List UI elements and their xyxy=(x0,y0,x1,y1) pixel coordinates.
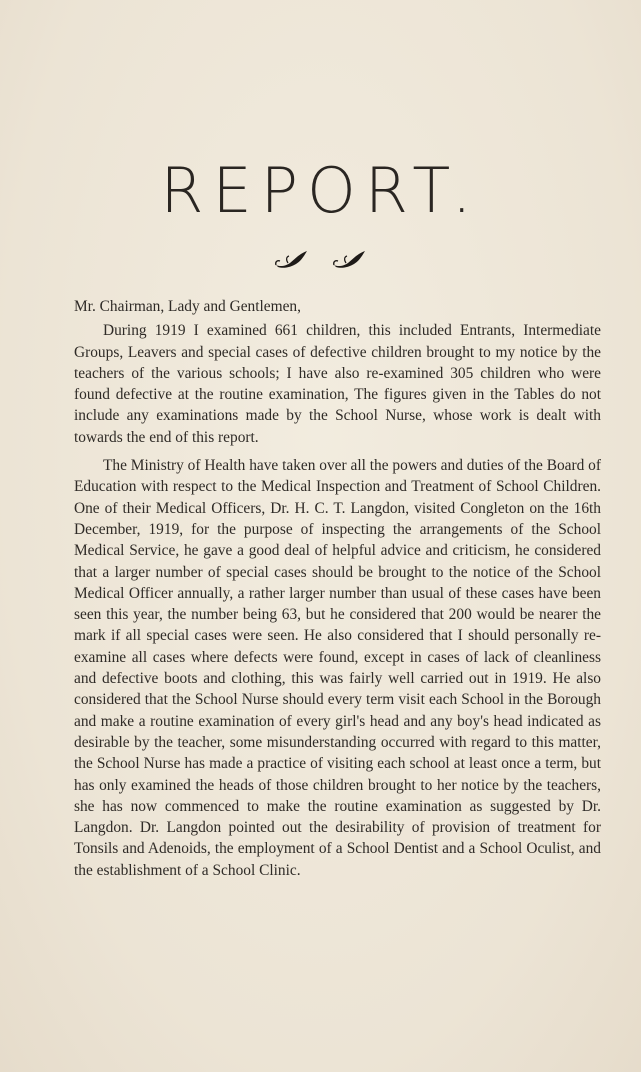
report-body xyxy=(74,296,601,888)
paragraph-1: During 1919 I examined 661 children, this included Entrants, Intermediate Groups, Leavers and special cases of defective children brought to my notice by the teachers of the various schools; I have also re-examined 305 children who were found defective at the routine examination, The figures given in the Tables do not include any examinations made by the School Nurse, whose work is dealt with towards the end of this report. xyxy=(74,322,601,446)
leaf-ornament-left-icon xyxy=(274,248,310,270)
paragraph-2: The Ministry of Health have taken over all the powers and duties of the Board of Education with respect to the Medical Inspection and Treatment of School Children. One of their Medical Officers, Dr. H. C. T. Langdon, visited Congleton on the 16th December, 1919, for the purpose of inspecting the arrangements of the School Medical Service, he gave a good deal of helpful advice and criticism, he considered that a larger number of special cases should be brought to the notice of the School Medical Officer annually, a rather larger number than usual of these cases have been seen this year, the number being 63, but he considered that 200 would be nearer the mark if all special cases were seen. He also considered that I should personally re-examine all cases where defects were found, except in cases of lack of cleanliness and defective boots and clothing, this was fairly well carried out in 1919. He also considered that the School Nurse should every term visit each School in the Borough and make a routine examination of every girl's head and any boy's head indicated as desirable by the teacher, some misunderstanding occurred with regard to this matter, the School Nurse has made a practice of visiting each school at least once a term, but has only examined the heads of those children brought to her notice by the teachers, she has now commenced to make the routine examination as suggested by Dr. Langdon. Dr. Langdon pointed out the desirability of provision of treatment for Tonsils and Adenoids, the employment of a School Dentist and a School Oculist, and the establishment of a School Clinic. xyxy=(74,457,601,879)
report-title: REPORT. xyxy=(160,154,481,227)
leaf-ornament-right-icon xyxy=(332,248,368,270)
salutation: Mr. Chairman, Lady and Gentlemen, xyxy=(74,298,301,315)
title-ornament xyxy=(0,248,641,272)
